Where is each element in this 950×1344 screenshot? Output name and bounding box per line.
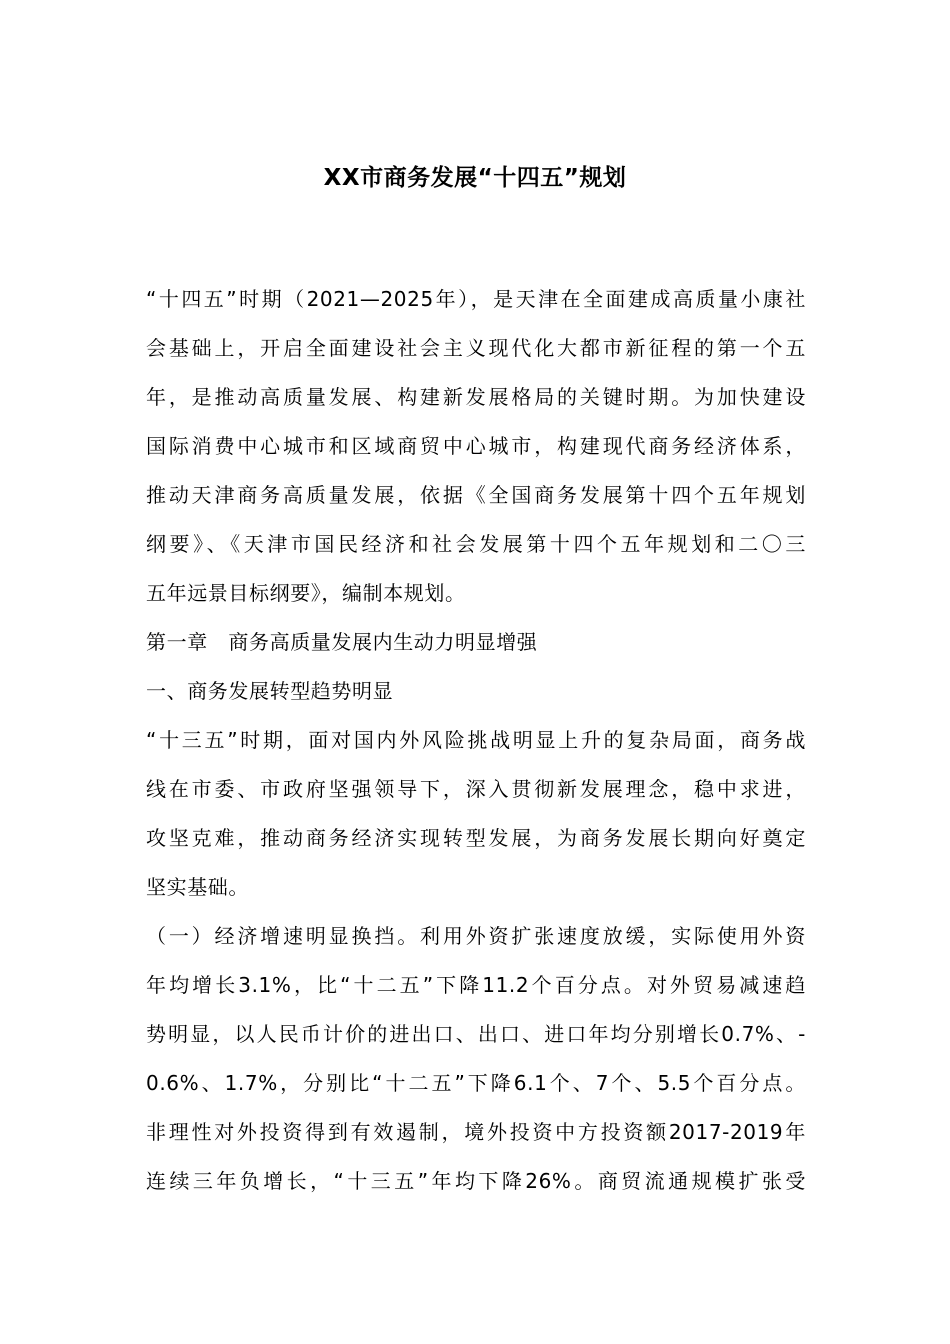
paragraph-line: 会基础上，开启全面建设社会主义现代化大都市新征程的第一个五 [146,336,806,360]
document-title: XX市商务发展“十四五”规划 [323,165,627,191]
section-heading: 一、商务发展转型趋势明显 [146,679,394,703]
paragraph-line: 攻坚克难，推动商务经济实现转型发展，为商务发展长期向好奠定 [146,826,806,850]
chapter-heading: 第一章 商务高质量发展内生动力明显增强 [146,630,538,654]
paragraph-line: （一）经济增速明显换挡。利用外资扩张速度放缓，实际使用外资 [146,924,806,948]
paragraph-line: 推动天津商务高质量发展，依据《全国商务发展第十四个五年规划 [146,483,806,507]
paragraph-line: 纲要》、《天津市国民经济和社会发展第十四个五年规划和二〇三 [146,532,806,556]
paragraph-line: “十四五”时期（2021—2025年），是天津在全面建成高质量小康社 [146,287,806,311]
document-body [146,282,806,1213]
paragraph-line: 0.6%、1.7%，分别比“十二五”下降6.1个、7个、5.5个百分点。 [146,1071,806,1095]
paragraph-line: 五年远景目标纲要》，编制本规划。 [146,581,466,605]
paragraph-line: 坚实基础。 [146,875,249,899]
paragraph-line: 国际消费中心城市和区域商贸中心城市，构建现代商务经济体系， [146,434,806,458]
paragraph-line: 非理性对外投资得到有效遏制，境外投资中方投资额2017-2019年 [146,1120,806,1144]
paragraph-line: 线在市委、市政府坚强领导下，深入贯彻新发展理念，稳中求进， [146,777,806,801]
paragraph-line: 连续三年负增长，“十三五”年均下降26%。商贸流通规模扩张受 [146,1169,806,1193]
paragraph-line: 年均增长3.1%，比“十二五”下降11.2个百分点。对外贸易减速趋 [146,973,806,997]
paragraph-line: “十三五”时期，面对国内外风险挑战明显上升的复杂局面，商务战 [146,728,806,752]
paragraph-line: 年，是推动高质量发展、构建新发展格局的关键时期。为加快建设 [146,385,806,409]
paragraph-line: 势明显，以人民币计价的进出口、出口、进口年均分别增长0.7%、- [146,1022,806,1046]
